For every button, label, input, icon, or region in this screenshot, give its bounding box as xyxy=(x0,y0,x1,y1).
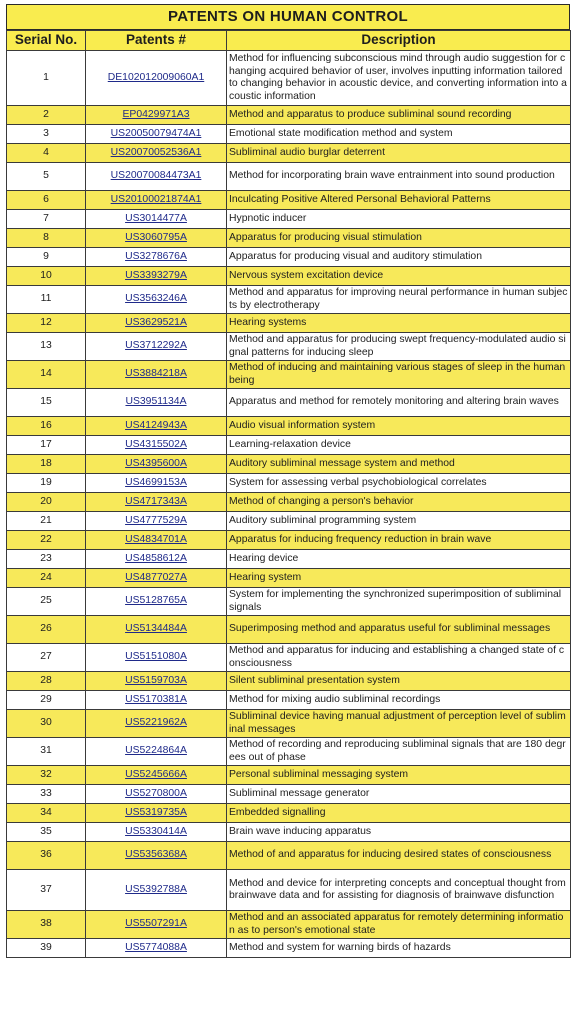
patent-link[interactable]: US20050079474A1 xyxy=(110,127,202,139)
table-row xyxy=(7,389,571,417)
serial-number-cell: 15 xyxy=(7,389,86,417)
table-row xyxy=(7,333,571,361)
patent-link[interactable]: US4124943A xyxy=(125,419,187,431)
table-row xyxy=(7,474,571,493)
serial-number-cell: 29 xyxy=(7,691,86,710)
patent-link[interactable]: US3951134A xyxy=(125,396,187,408)
table-row xyxy=(7,229,571,248)
serial-number-cell: 19 xyxy=(7,474,86,493)
patent-link[interactable]: US4315502A xyxy=(125,438,187,450)
serial-number-cell: 13 xyxy=(7,333,86,361)
serial-number-cell: 18 xyxy=(7,455,86,474)
patent-link[interactable]: US20070084473A1 xyxy=(110,170,202,182)
table-row xyxy=(7,823,571,842)
table-row xyxy=(7,417,571,436)
table-row xyxy=(7,766,571,785)
patent-number-cell xyxy=(86,823,227,842)
description-cell: Method for influencing subconscious mind through audio suggestion for changing acquired behavior of user, involves inputting information tailored to changing behavior in acoustic device, and converting information into acoustic information xyxy=(227,51,571,106)
table-row xyxy=(7,125,571,144)
patent-link[interactable]: US4777529A xyxy=(125,514,187,526)
description-cell: Silent subliminal presentation system xyxy=(227,672,571,691)
patent-number-cell xyxy=(86,738,227,766)
patent-link[interactable]: US3278676A xyxy=(125,250,187,262)
patent-number-cell xyxy=(86,710,227,738)
patent-number-cell xyxy=(86,804,227,823)
description-cell: Brain wave inducing apparatus xyxy=(227,823,571,842)
patent-number-cell xyxy=(86,144,227,163)
patent-link[interactable]: US5319735A xyxy=(125,806,187,818)
serial-number-cell: 38 xyxy=(7,911,86,939)
patent-link[interactable]: US4395600A xyxy=(125,457,187,469)
description-cell: Subliminal message generator xyxy=(227,785,571,804)
description-cell: Method of inducing and maintaining various stages of sleep in the human being xyxy=(227,361,571,389)
serial-number-cell: 17 xyxy=(7,436,86,455)
column-header-description: Description xyxy=(227,31,571,51)
table-row xyxy=(7,106,571,125)
description-cell: System for assessing verbal psychobiological correlates xyxy=(227,474,571,493)
table-row xyxy=(7,672,571,691)
serial-number-cell: 23 xyxy=(7,550,86,569)
table-row xyxy=(7,144,571,163)
table-row xyxy=(7,436,571,455)
patent-link[interactable]: US5507291A xyxy=(125,918,187,930)
serial-number-cell: 27 xyxy=(7,644,86,672)
description-cell: Method and device for interpreting concepts and conceptual thought from brainwave data and for assisting for diagnosis of brainwave disfunction xyxy=(227,870,571,911)
patent-number-cell xyxy=(86,455,227,474)
table-header-row xyxy=(7,31,571,51)
patent-number-cell xyxy=(86,125,227,144)
table-row xyxy=(7,531,571,550)
patent-link[interactable]: US5128765A xyxy=(125,595,187,607)
patent-number-cell xyxy=(86,644,227,672)
description-cell: Apparatus for producing visual and auditory stimulation xyxy=(227,248,571,267)
serial-number-cell: 2 xyxy=(7,106,86,125)
description-cell: Method of changing a person's behavior xyxy=(227,493,571,512)
patent-number-cell xyxy=(86,361,227,389)
description-cell: System for implementing the synchronized superimposition of subliminal signals xyxy=(227,588,571,616)
table-row xyxy=(7,738,571,766)
patent-link[interactable]: US20070052536A1 xyxy=(110,146,202,158)
table-row xyxy=(7,314,571,333)
patent-link[interactable]: US5224864A xyxy=(125,745,187,757)
patent-link[interactable]: US3629521A xyxy=(125,316,187,328)
serial-number-cell: 12 xyxy=(7,314,86,333)
patent-number-cell xyxy=(86,210,227,229)
patent-number-cell xyxy=(86,51,227,106)
patent-number-cell xyxy=(86,512,227,531)
patent-number-cell xyxy=(86,939,227,958)
table-row xyxy=(7,286,571,314)
patent-number-cell xyxy=(86,389,227,417)
patent-number-cell xyxy=(86,588,227,616)
description-cell: Audio visual information system xyxy=(227,417,571,436)
serial-number-cell: 36 xyxy=(7,842,86,870)
patent-number-cell xyxy=(86,267,227,286)
description-cell: Auditory subliminal programming system xyxy=(227,512,571,531)
patent-link[interactable]: US4717343A xyxy=(125,495,187,507)
serial-number-cell: 7 xyxy=(7,210,86,229)
description-cell: Inculcating Positive Altered Personal Behavioral Patterns xyxy=(227,191,571,210)
description-cell: Method for incorporating brain wave entrainment into sound production xyxy=(227,163,571,191)
table-row xyxy=(7,804,571,823)
table-row xyxy=(7,842,571,870)
patent-link[interactable]: US5151080A xyxy=(125,651,187,663)
serial-number-cell: 14 xyxy=(7,361,86,389)
patent-number-cell xyxy=(86,785,227,804)
patent-number-cell xyxy=(86,474,227,493)
table-row xyxy=(7,785,571,804)
patent-number-cell xyxy=(86,569,227,588)
serial-number-cell: 3 xyxy=(7,125,86,144)
patent-link[interactable]: DE102012009060A1 xyxy=(107,71,205,83)
table-body xyxy=(7,51,571,958)
table-row xyxy=(7,267,571,286)
description-cell: Hearing systems xyxy=(227,314,571,333)
table-row xyxy=(7,455,571,474)
serial-number-cell: 16 xyxy=(7,417,86,436)
table-row xyxy=(7,710,571,738)
column-header-patent: Patents # xyxy=(86,31,227,51)
patent-number-cell xyxy=(86,248,227,267)
description-cell: Method and system for warning birds of hazards xyxy=(227,939,571,958)
patent-number-cell xyxy=(86,163,227,191)
serial-number-cell: 35 xyxy=(7,823,86,842)
serial-number-cell: 34 xyxy=(7,804,86,823)
patent-link[interactable]: US3884218A xyxy=(125,368,187,380)
table-row xyxy=(7,191,571,210)
serial-number-cell: 30 xyxy=(7,710,86,738)
patent-link[interactable]: US4877027A xyxy=(125,571,187,583)
table-row xyxy=(7,616,571,644)
serial-number-cell: 32 xyxy=(7,766,86,785)
description-cell: Hypnotic inducer xyxy=(227,210,571,229)
description-cell: Superimposing method and apparatus useful for subliminal messages xyxy=(227,616,571,644)
serial-number-cell: 37 xyxy=(7,870,86,911)
patent-number-cell xyxy=(86,616,227,644)
table-row xyxy=(7,691,571,710)
patent-number-cell xyxy=(86,286,227,314)
description-cell: Method of recording and reproducing subliminal signals that are 180 degrees out of phase xyxy=(227,738,571,766)
serial-number-cell: 22 xyxy=(7,531,86,550)
description-cell: Method for mixing audio subliminal recordings xyxy=(227,691,571,710)
table-row xyxy=(7,51,571,106)
table-row xyxy=(7,210,571,229)
table-row xyxy=(7,248,571,267)
table-row xyxy=(7,361,571,389)
description-cell: Hearing device xyxy=(227,550,571,569)
patent-link[interactable]: US20100021874A1 xyxy=(110,193,202,205)
patent-link[interactable]: US4699153A xyxy=(125,476,187,488)
column-header-serial: Serial No. xyxy=(7,31,86,51)
table-row xyxy=(7,911,571,939)
patent-number-cell xyxy=(86,766,227,785)
patent-number-cell xyxy=(86,106,227,125)
patent-number-cell xyxy=(86,191,227,210)
serial-number-cell: 9 xyxy=(7,248,86,267)
serial-number-cell: 1 xyxy=(7,51,86,106)
patent-number-cell xyxy=(86,870,227,911)
patent-link[interactable]: US5270800A xyxy=(125,787,187,799)
patent-link[interactable]: US3393279A xyxy=(125,269,187,281)
patent-number-cell xyxy=(86,842,227,870)
patent-number-cell xyxy=(86,314,227,333)
serial-number-cell: 33 xyxy=(7,785,86,804)
table-row xyxy=(7,939,571,958)
patent-link[interactable]: EP0429971A3 xyxy=(122,108,190,120)
serial-number-cell: 31 xyxy=(7,738,86,766)
patent-link[interactable]: US4858612A xyxy=(125,552,187,564)
patent-link[interactable]: US3014477A xyxy=(125,212,187,224)
patent-number-cell xyxy=(86,550,227,569)
patent-number-cell xyxy=(86,531,227,550)
table-row xyxy=(7,569,571,588)
patent-number-cell xyxy=(86,691,227,710)
description-cell: Auditory subliminal message system and method xyxy=(227,455,571,474)
description-cell: Method and apparatus for improving neural performance in human subjects by electrotherapy xyxy=(227,286,571,314)
patents-table xyxy=(6,30,571,958)
patent-number-cell xyxy=(86,229,227,248)
page-title: PATENTS ON HUMAN CONTROL xyxy=(6,4,570,30)
serial-number-cell: 8 xyxy=(7,229,86,248)
table-row xyxy=(7,588,571,616)
table-row xyxy=(7,550,571,569)
description-cell: Emotional state modification method and system xyxy=(227,125,571,144)
description-cell: Apparatus for producing visual stimulation xyxy=(227,229,571,248)
description-cell: Method and an associated apparatus for remotely determining information as to person's emotional state xyxy=(227,911,571,939)
description-cell: Apparatus for inducing frequency reduction in brain wave xyxy=(227,531,571,550)
patent-number-cell xyxy=(86,333,227,361)
serial-number-cell: 10 xyxy=(7,267,86,286)
serial-number-cell: 6 xyxy=(7,191,86,210)
description-cell: Apparatus and method for remotely monitoring and altering brain waves xyxy=(227,389,571,417)
patent-number-cell xyxy=(86,493,227,512)
patent-link[interactable]: US3060795A xyxy=(125,231,187,243)
patent-link[interactable]: US5159703A xyxy=(125,674,187,686)
description-cell: Nervous system excitation device xyxy=(227,267,571,286)
description-cell: Subliminal device having manual adjustment of perception level of subliminal messages xyxy=(227,710,571,738)
table-row xyxy=(7,512,571,531)
table-row xyxy=(7,870,571,911)
description-cell: Learning-relaxation device xyxy=(227,436,571,455)
serial-number-cell: 25 xyxy=(7,588,86,616)
description-cell: Subliminal audio burglar deterrent xyxy=(227,144,571,163)
table-row xyxy=(7,493,571,512)
patent-number-cell xyxy=(86,672,227,691)
table-row xyxy=(7,644,571,672)
patent-link[interactable]: US5356368A xyxy=(125,849,187,861)
serial-number-cell: 21 xyxy=(7,512,86,531)
patent-number-cell xyxy=(86,911,227,939)
description-cell: Method and apparatus to produce subliminal sound recording xyxy=(227,106,571,125)
serial-number-cell: 5 xyxy=(7,163,86,191)
patent-number-cell xyxy=(86,436,227,455)
patent-link[interactable]: US5245666A xyxy=(125,768,187,780)
patent-link[interactable]: US5330414A xyxy=(125,825,187,837)
description-cell: Embedded signalling xyxy=(227,804,571,823)
description-cell: Method and apparatus for producing swept frequency-modulated audio signal patterns for inducing sleep xyxy=(227,333,571,361)
patent-link[interactable]: US5392788A xyxy=(125,883,187,895)
patent-number-cell xyxy=(86,417,227,436)
serial-number-cell: 39 xyxy=(7,939,86,958)
description-cell: Method and apparatus for inducing and establishing a changed state of consciousness xyxy=(227,644,571,672)
serial-number-cell: 4 xyxy=(7,144,86,163)
patent-link[interactable]: US5170381A xyxy=(125,693,187,705)
table-row xyxy=(7,163,571,191)
patent-link[interactable]: US4834701A xyxy=(125,533,187,545)
serial-number-cell: 24 xyxy=(7,569,86,588)
patent-link[interactable]: US5134484A xyxy=(125,623,187,635)
patents-sheet xyxy=(6,4,570,958)
description-cell: Hearing system xyxy=(227,569,571,588)
patent-link[interactable]: US5221962A xyxy=(125,717,187,729)
patent-link[interactable]: US3712292A xyxy=(125,340,187,352)
serial-number-cell: 20 xyxy=(7,493,86,512)
serial-number-cell: 26 xyxy=(7,616,86,644)
patent-link[interactable]: US3563246A xyxy=(125,293,187,305)
serial-number-cell: 28 xyxy=(7,672,86,691)
patent-link[interactable]: US5774088A xyxy=(125,941,187,953)
serial-number-cell: 11 xyxy=(7,286,86,314)
description-cell: Method of and apparatus for inducing desired states of consciousness xyxy=(227,842,571,870)
description-cell: Personal subliminal messaging system xyxy=(227,766,571,785)
